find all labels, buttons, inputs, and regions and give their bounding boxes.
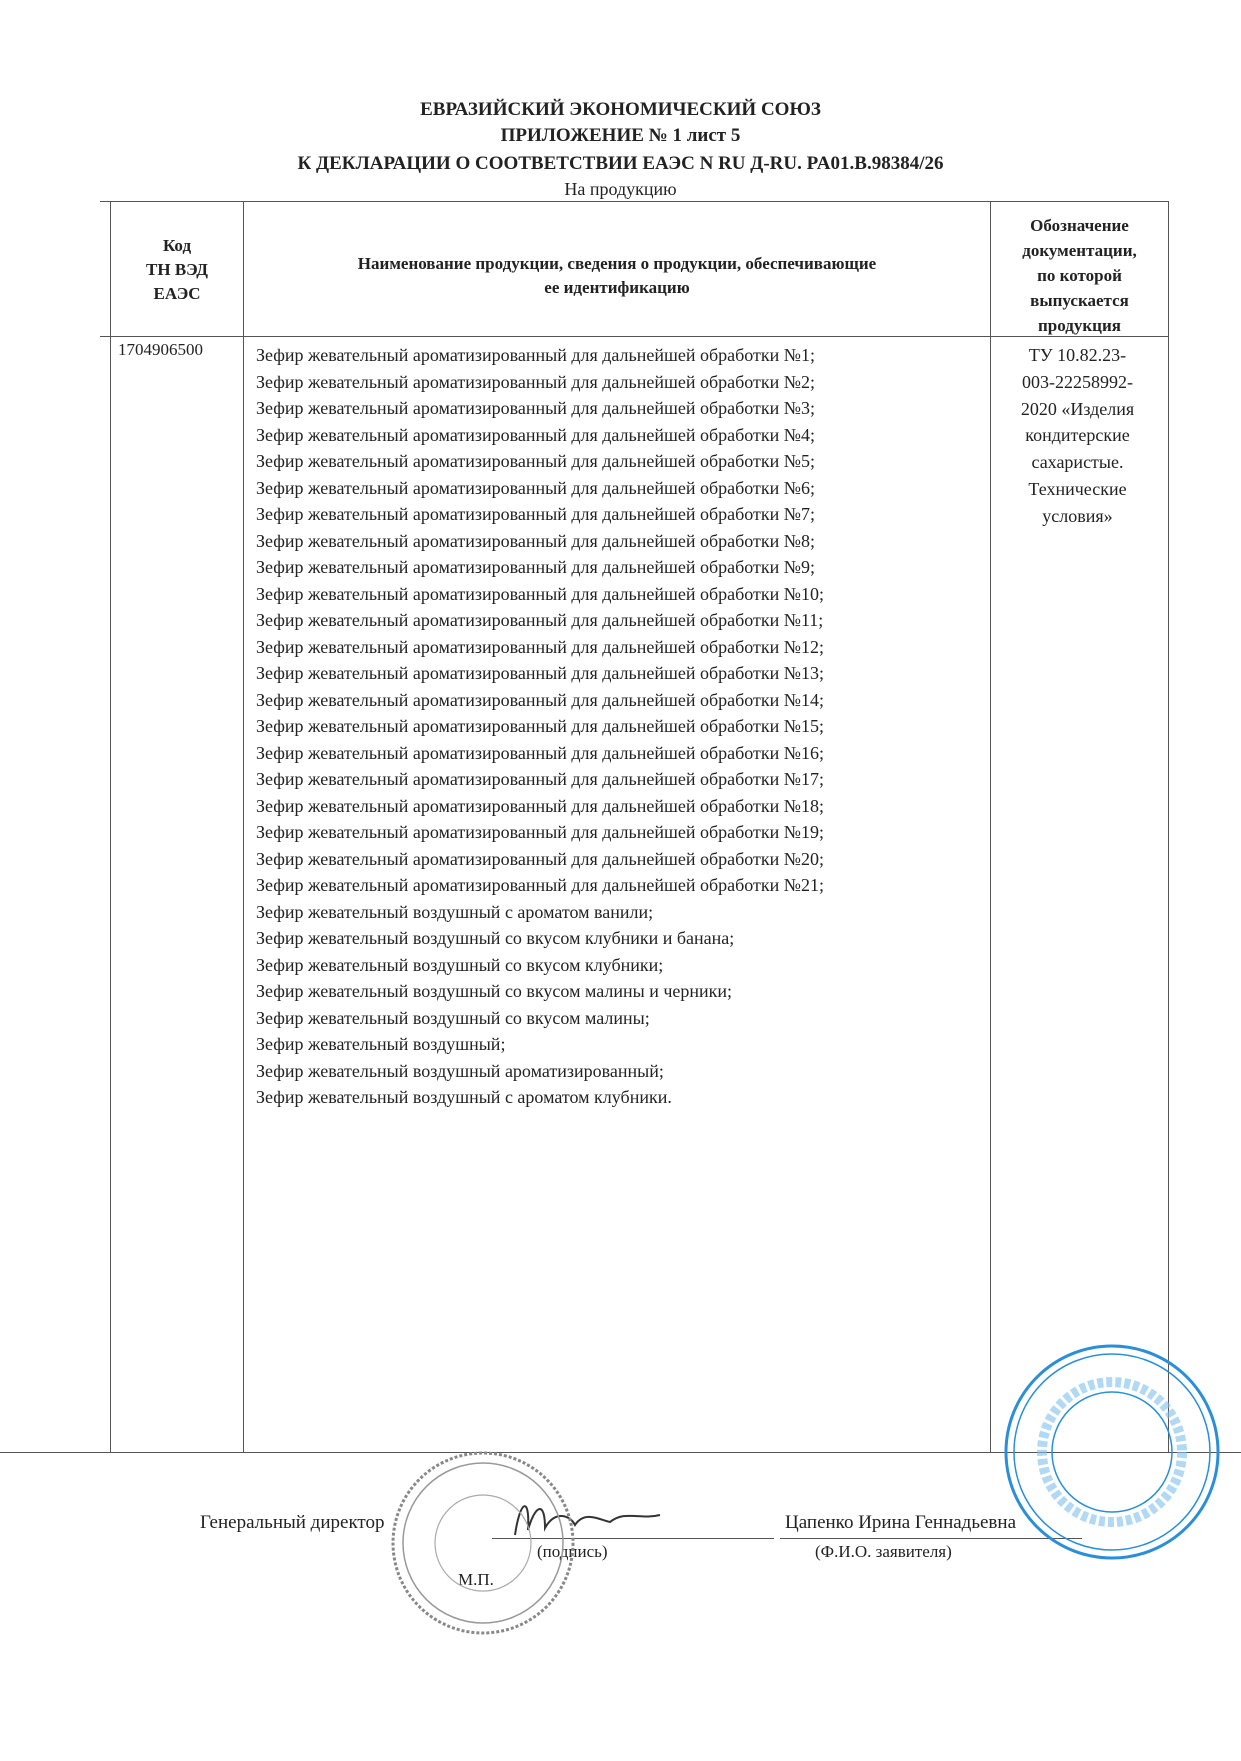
tn-ved-code: 1704906500 <box>118 340 203 359</box>
header-line: по которой <box>1037 266 1122 285</box>
table-top-border <box>100 201 1168 202</box>
product-item: Зефир жевательный воздушный со вкусом клубники; <box>256 954 664 975</box>
product-item: Зефир жевательный ароматизированный для дальнейшей обработки №15; <box>256 716 824 736</box>
col-header-documentation <box>991 213 1168 338</box>
product-item: Зефир жевательный ароматизированный для дальнейшей обработки №9; <box>256 557 815 577</box>
product-item: Зефир жевательный воздушный со вкусом малины и черники; <box>256 981 733 1001</box>
documentation-line: кондитерские <box>1025 425 1130 446</box>
header-line: Обозначение <box>1030 216 1129 235</box>
product-item: Зефир жевательный ароматизированный для дальнейшей обработки №11; <box>256 610 824 630</box>
header-line: Код <box>162 236 192 255</box>
col-header-code <box>111 234 243 306</box>
position-label: Генеральный директор <box>200 1512 385 1533</box>
product-item: Зефир жевательный воздушный ароматизированный; <box>256 1060 664 1081</box>
product-item: Зефир жевательный ароматизированный для дальнейшей обработки №21; <box>256 875 824 895</box>
product-list <box>256 342 976 1111</box>
product-item: Зефир жевательный ароматизированный для дальнейшей обработки №1; <box>256 345 815 365</box>
factory-stamp <box>388 1448 578 1638</box>
col-header-name <box>244 252 990 300</box>
table-col-divider-1 <box>243 201 244 1452</box>
subtitle: На продукцию <box>564 179 677 199</box>
product-item: Зефир жевательный ароматизированный для дальнейшей обработки №8; <box>256 530 815 551</box>
product-item: Зефир жевательный воздушный; <box>256 1034 506 1054</box>
product-item: Зефир жевательный ароматизированный для дальнейшей обработки №6; <box>256 477 815 498</box>
product-item: Зефир жевательный ароматизированный для дальнейшей обработки №3; <box>256 398 815 418</box>
header-line: ЕАЭС <box>153 284 201 303</box>
product-item: Зефир жевательный ароматизированный для дальнейшей обработки №10; <box>256 583 824 604</box>
documentation-line: условия» <box>1042 505 1113 526</box>
product-item: Зефир жевательный воздушный со вкусом малины; <box>256 1007 650 1028</box>
product-item: Зефир жевательный ароматизированный для дальнейшей обработки №14; <box>256 689 824 710</box>
product-item: Зефир жевательный воздушный с ароматом ванили; <box>256 901 654 922</box>
header-line: документации, <box>1022 241 1137 260</box>
product-item: Зефир жевательный воздушный со вкусом клубники и банана; <box>256 928 735 948</box>
product-item: Зефир жевательный ароматизированный для дальнейшей обработки №16; <box>256 742 824 763</box>
header-line: выпускается <box>1030 291 1129 310</box>
product-item: Зефир жевательный ароматизированный для дальнейшей обработки №12; <box>256 636 824 657</box>
documentation-line: Технические <box>1028 478 1127 499</box>
header-line: Наименование продукции, сведения о продукции, обеспечивающие <box>357 254 877 273</box>
product-item: Зефир жевательный ароматизированный для дальнейшей обработки №4; <box>256 424 815 445</box>
name-caption: (Ф.И.О. заявителя) <box>815 1542 952 1561</box>
product-item: Зефир жевательный ароматизированный для дальнейшей обработки №7; <box>256 504 815 524</box>
product-item: Зефир жевательный ароматизированный для дальнейшей обработки №19; <box>256 822 824 842</box>
documentation-line: сахаристые. <box>1031 452 1124 473</box>
product-item: Зефир жевательный ароматизированный для дальнейшей обработки №5; <box>256 451 815 471</box>
product-item: Зефир жевательный ароматизированный для дальнейшей обработки №20; <box>256 848 824 869</box>
product-item: Зефир жевательный ароматизированный для дальнейшей обработки №2; <box>256 371 815 392</box>
union-title: ЕВРАЗИЙСКИЙ ЭКОНОМИЧЕСКИЙ СОЮЗ <box>420 99 821 120</box>
signature-caption: (подпись) <box>537 1542 608 1561</box>
documentation-line: ТУ 10.82.23- <box>1028 345 1127 365</box>
declaration-title: К ДЕКЛАРАЦИИ О СООТВЕТСТВИИ ЕАЭС N RU Д-RU. PA01.B.98384/26 <box>297 153 944 174</box>
stamp-place-mark: М.П. <box>458 1570 494 1589</box>
applicant-name: Цапенко Ирина Геннадьевна <box>785 1512 1017 1533</box>
product-item: Зефир жевательный ароматизированный для дальнейшей обработки №13; <box>256 663 824 683</box>
table-right-border <box>1168 201 1169 1452</box>
product-item: Зефир жевательный ароматизированный для дальнейшей обработки №18; <box>256 795 824 816</box>
documentation-cell <box>990 342 1165 530</box>
header-line: ТН ВЭД <box>146 260 208 279</box>
documentation-line: 003-22258992- <box>1022 371 1133 392</box>
product-item: Зефир жевательный воздушный с ароматом клубники. <box>256 1087 672 1107</box>
appendix-title: ПРИЛОЖЕНИЕ № 1 лист 5 <box>500 125 741 146</box>
header-line: ее идентификацию <box>544 278 690 297</box>
header-line: продукция <box>1038 316 1121 335</box>
table-left-border <box>110 201 111 1452</box>
product-item: Зефир жевательный ароматизированный для дальнейшей обработки №17; <box>256 769 824 789</box>
company-stamp <box>1000 1340 1225 1565</box>
documentation-line: 2020 «Изделия <box>1020 398 1135 419</box>
